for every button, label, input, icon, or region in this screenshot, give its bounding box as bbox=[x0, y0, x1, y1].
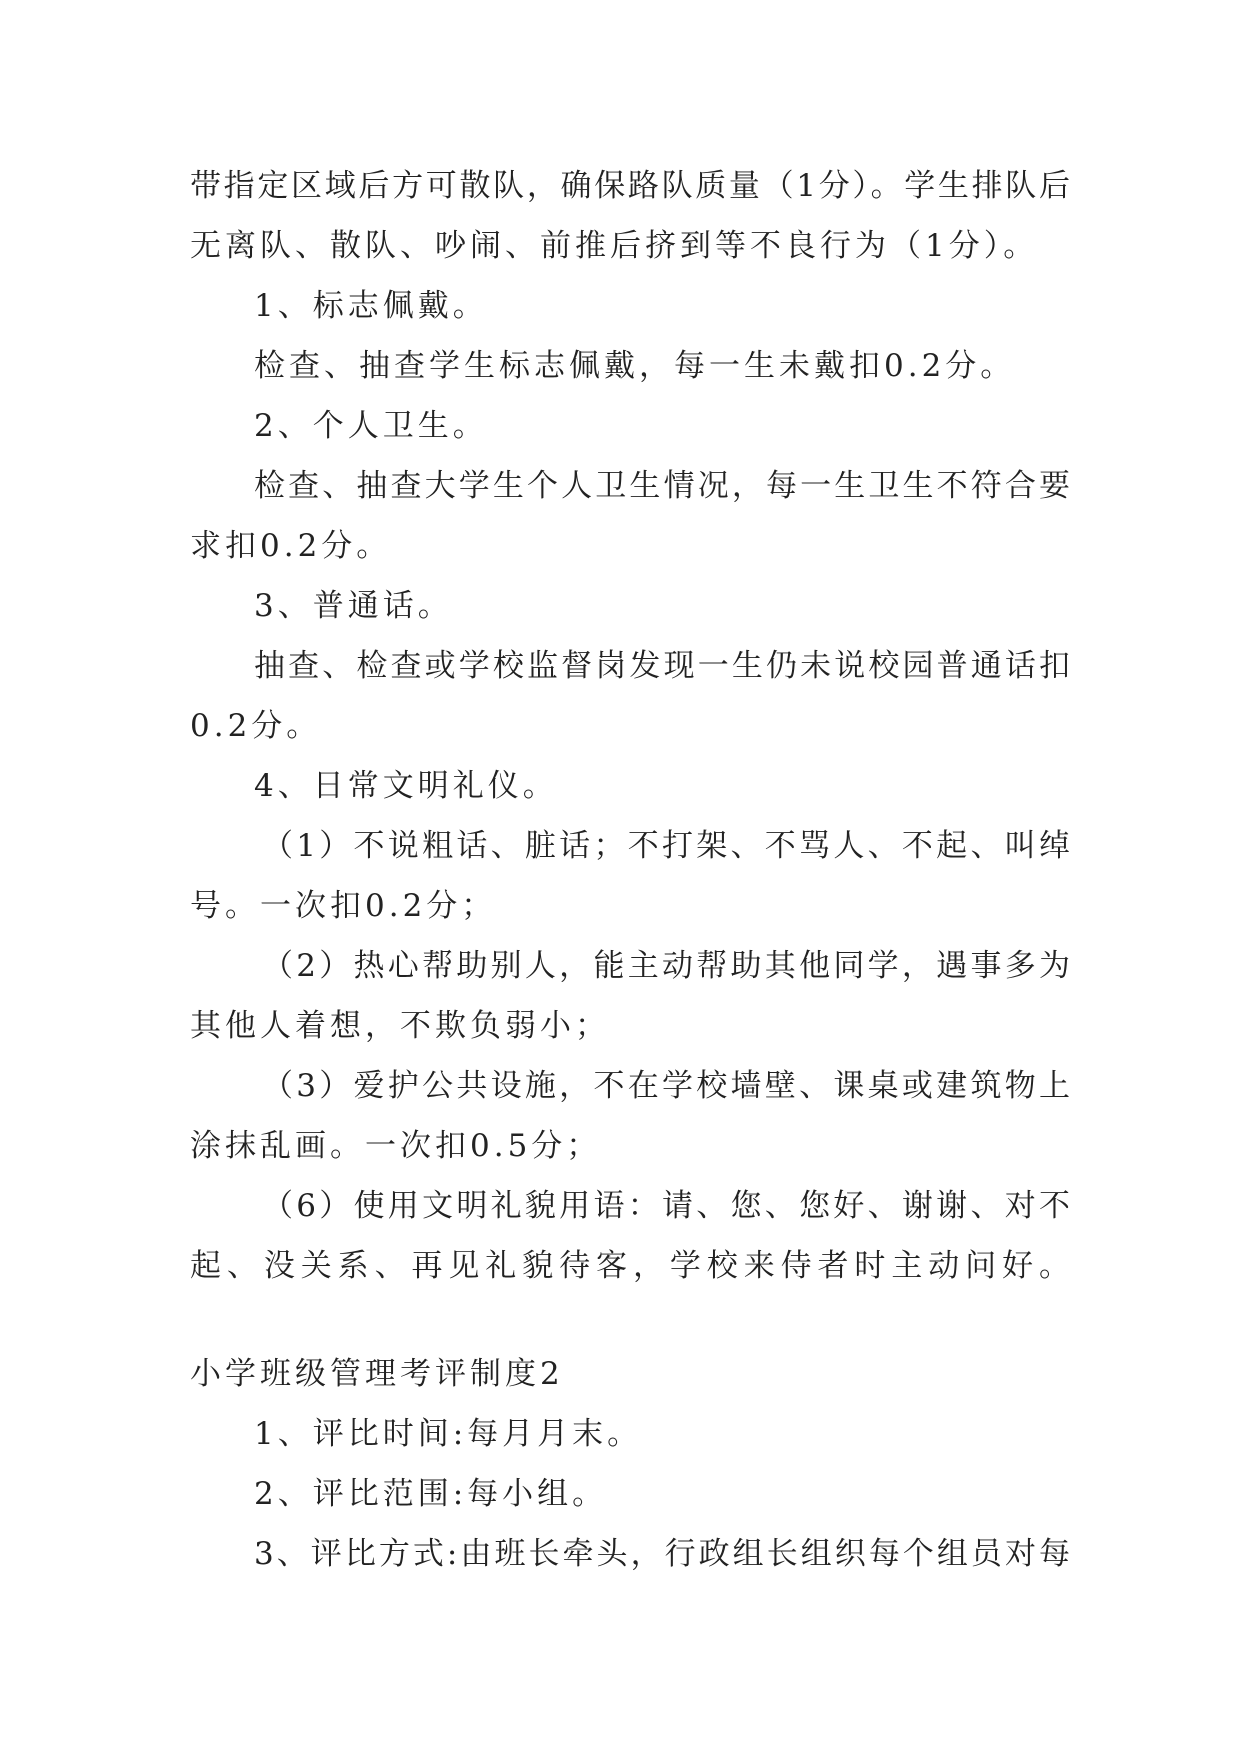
paragraph-line: 求扣0.2分。 bbox=[190, 528, 392, 564]
paragraph-line: 无离队、散队、吵闹、前推后挤到等不良行为（1分）。 bbox=[190, 228, 1039, 264]
item-heading: 4、日常文明礼仪。 bbox=[254, 768, 558, 804]
sub-item-line: （2）热心帮助别人，能主动帮助其他同学，遇事多为 bbox=[262, 948, 1070, 984]
paragraph-line: 检查、抽查学生标志佩戴，每一生未戴扣0.2分。 bbox=[254, 348, 1016, 384]
paragraph-line: 带指定区域后方可散队，确保路队质量（1分）。学生排队后 bbox=[190, 168, 1070, 204]
paragraph-line: 检查、抽查大学生个人卫生情况，每一生卫生不符合要 bbox=[254, 468, 1070, 504]
sub-item-line: （6）使用文明礼貌用语：请、您、您好、谢谢、对不 bbox=[262, 1188, 1070, 1224]
section-heading: 小学班级管理考评制度2 bbox=[190, 1356, 564, 1392]
paragraph-line: 抽查、检查或学校监督岗发现一生仍未说校园普通话扣 bbox=[254, 648, 1070, 684]
list-item: 1、评比时间:每月月末。 bbox=[254, 1416, 643, 1452]
item-heading: 3、普通话。 bbox=[254, 588, 453, 624]
paragraph-line: 0.2分。 bbox=[190, 708, 322, 744]
item-heading: 2、个人卫生。 bbox=[254, 408, 488, 444]
sub-item-line: 涂抹乱画。一次扣0.5分； bbox=[190, 1128, 602, 1164]
sub-item-line: 起、没关系、再见礼貌待客，学校来侍者时主动问好。 bbox=[190, 1248, 1070, 1284]
list-item: 2、评比范围:每小组。 bbox=[254, 1476, 608, 1512]
list-item: 3、评比方式:由班长牵头，行政组长组织每个组员对每 bbox=[254, 1536, 1070, 1572]
sub-item-line: 其他人着想，不欺负弱小； bbox=[190, 1008, 610, 1044]
sub-item-line: （1）不说粗话、脏话；不打架、不骂人、不起、叫绰 bbox=[262, 828, 1070, 864]
sub-item-line: （3）爱护公共设施，不在学校墙壁、课桌或建筑物上 bbox=[262, 1068, 1070, 1104]
sub-item-line: 号。一次扣0.2分； bbox=[190, 888, 497, 924]
item-heading: 1、标志佩戴。 bbox=[254, 288, 488, 324]
